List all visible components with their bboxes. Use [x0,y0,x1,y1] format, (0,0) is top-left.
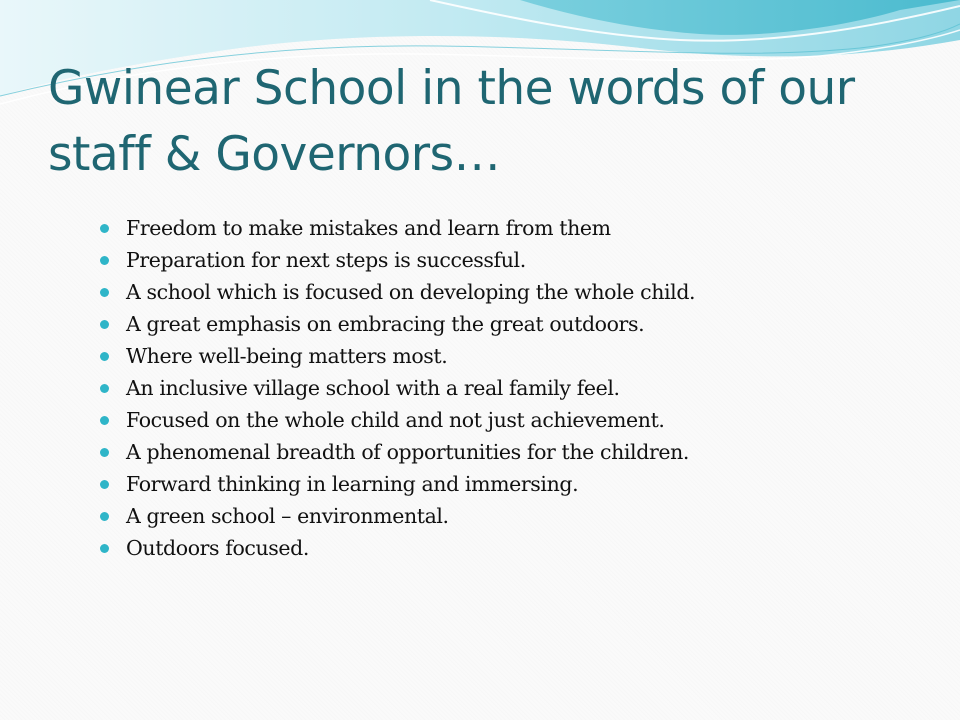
slide-title: Gwinear School in the words of our staff & Governors… [48,61,855,182]
bullet-icon [100,480,109,489]
bullet-icon [100,320,109,329]
list-item [100,436,900,468]
list-item-text: A school which is focused on developing the whole child. [126,280,696,304]
bullet-icon [100,288,109,297]
list-item [100,532,900,564]
list-item-text: A phenomenal breadth of opportunities for the children. [126,440,689,464]
bullet-list [100,212,900,564]
list-item-text: Focused on the whole child and not just achievement. [126,408,665,432]
bullet-icon [100,384,109,393]
list-item-text: Where well-being matters most. [126,344,448,368]
bullet-icon [100,352,109,361]
list-item-text: An inclusive village school with a real family feel. [126,376,620,400]
list-item [100,372,900,404]
bullet-icon [100,224,109,233]
list-item [100,212,900,244]
list-item [100,468,900,500]
list-item-text: Outdoors focused. [126,536,309,560]
bullet-icon [100,544,109,553]
bullet-icon [100,448,109,457]
list-item-text: A green school – environmental. [126,504,449,528]
list-item-text: Preparation for next steps is successful. [126,248,526,272]
bullet-icon [100,416,109,425]
list-item [100,340,900,372]
list-item-text: Forward thinking in learning and immersing. [126,472,579,496]
list-item-text: Freedom to make mistakes and learn from them [126,216,611,240]
bullet-icon [100,512,109,521]
list-item [100,276,900,308]
list-item [100,500,900,532]
list-item-text: A great emphasis on embracing the great outdoors. [126,312,645,336]
list-item [100,244,900,276]
list-item [100,308,900,340]
bullet-icon [100,256,109,265]
list-item [100,404,900,436]
